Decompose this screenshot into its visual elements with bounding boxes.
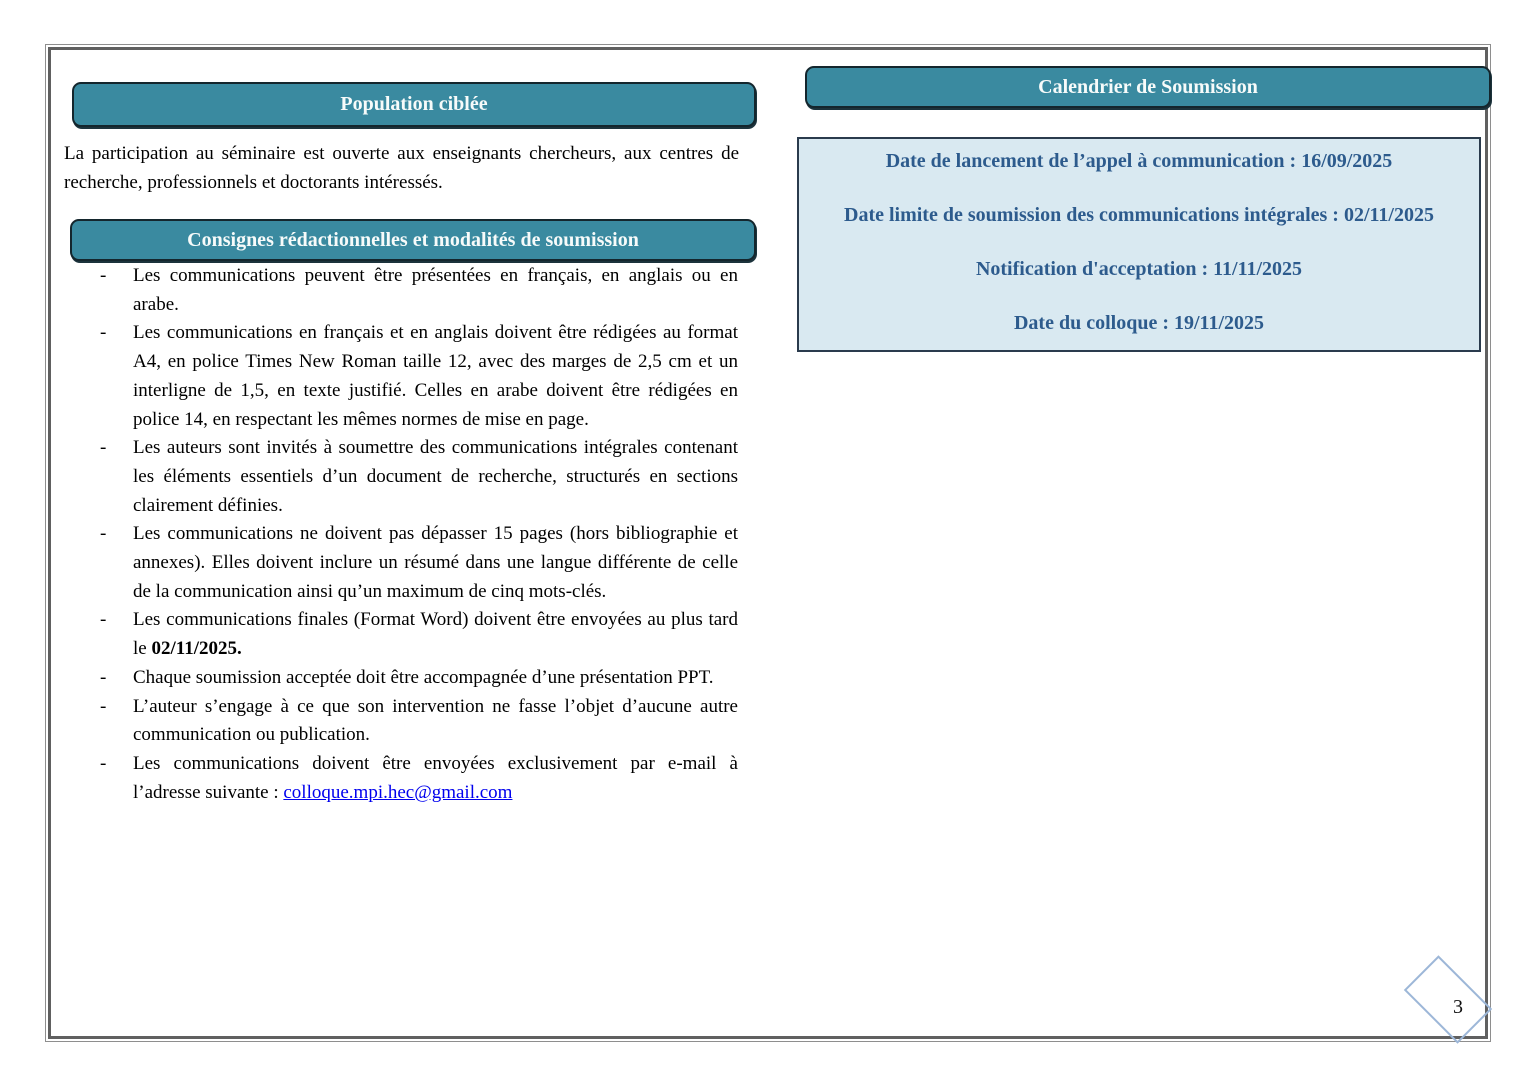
bullet-text: Chaque soumission acceptée doit être accompagnée d’une présentation PPT. [133, 666, 714, 688]
bullet-text: Les communications en français et en anglais doivent être rédigées au format A4, en police Times New Roman taille 12, avec des marges de 2,5 cm et un interligne de 1,5, en texte justifié. Celles en arabe doivent être rédigées en police 14, en respectant les mêmes normes de mise en page. [133, 322, 738, 430]
bullet-text: Les auteurs sont invités à soumettre des communications intégrales contenant les éléments essentiels d’un document de recherche, structurés en sections clairement définies. [133, 437, 738, 516]
dash-marker: - [100, 437, 107, 459]
section-title: Consignes rédactionnelles et modalités de soumission [187, 228, 639, 251]
list-item [98, 664, 738, 693]
dash-marker: - [100, 523, 107, 545]
calendar-date-line: Date de lancement de l’appel à communication : 16/09/2025 [885, 150, 1393, 172]
list-item [98, 750, 738, 807]
section-header-population [72, 82, 756, 127]
page-number: 3 [1453, 996, 1463, 1018]
list-item [98, 319, 738, 434]
calendar-dates-box [797, 137, 1481, 352]
calendar-date-line: Notification d'acceptation : 11/11/2025 [975, 258, 1303, 280]
section-title: Calendrier de Soumission [1038, 75, 1258, 98]
dash-marker: - [100, 322, 107, 344]
bullet-text: L’auteur s’engage à ce que son intervention ne fasse l’objet d’aucune autre communication ou publication. [133, 695, 738, 746]
calendar-date-line: Date limite de soumission des communications intégrales : 02/11/2025 [844, 204, 1434, 226]
section-title: Population ciblée [340, 93, 488, 115]
list-item [98, 434, 738, 520]
deadline-date-bold: 02/11/2025. [151, 638, 242, 660]
bullet-text: Les communications ne doivent pas dépasser 15 pages (hors bibliographie et annexes). Elles doivent inclure un résumé dans une langue différente de celle de la communication ainsi qu’un maximum de cinq mots-clés. [133, 523, 738, 602]
list-item [98, 606, 738, 663]
bullet-list [98, 262, 738, 807]
dash-marker: - [100, 695, 107, 717]
list-item [98, 693, 738, 750]
dash-marker: - [100, 752, 107, 774]
bullet-text: Les communications peuvent être présentées en français, en anglais ou en arabe. [133, 265, 738, 315]
section-header-consignes [70, 219, 756, 261]
list-item [98, 262, 738, 319]
bullet-text: Les communications doivent être envoyées exclusivement par e-mail à l’adresse suivante : [133, 752, 738, 803]
dash-marker: - [100, 265, 107, 286]
calendar-date-line: Date du colloque : 19/11/2025 [1013, 312, 1264, 334]
list-item [98, 520, 738, 606]
email-link[interactable]: colloque.mpi.hec@gmail.com [283, 781, 513, 803]
section-header-calendrier [805, 66, 1491, 108]
bullet-text: Les communications finales (Format Word) doivent être envoyées au plus tard le [133, 609, 738, 660]
dash-marker: - [100, 666, 107, 688]
population-paragraph: La participation au séminaire est ouverte aux enseignants chercheurs, aux centres de recherche, professionnels et doctorants intéressés. [64, 143, 739, 193]
dash-marker: - [100, 609, 107, 631]
